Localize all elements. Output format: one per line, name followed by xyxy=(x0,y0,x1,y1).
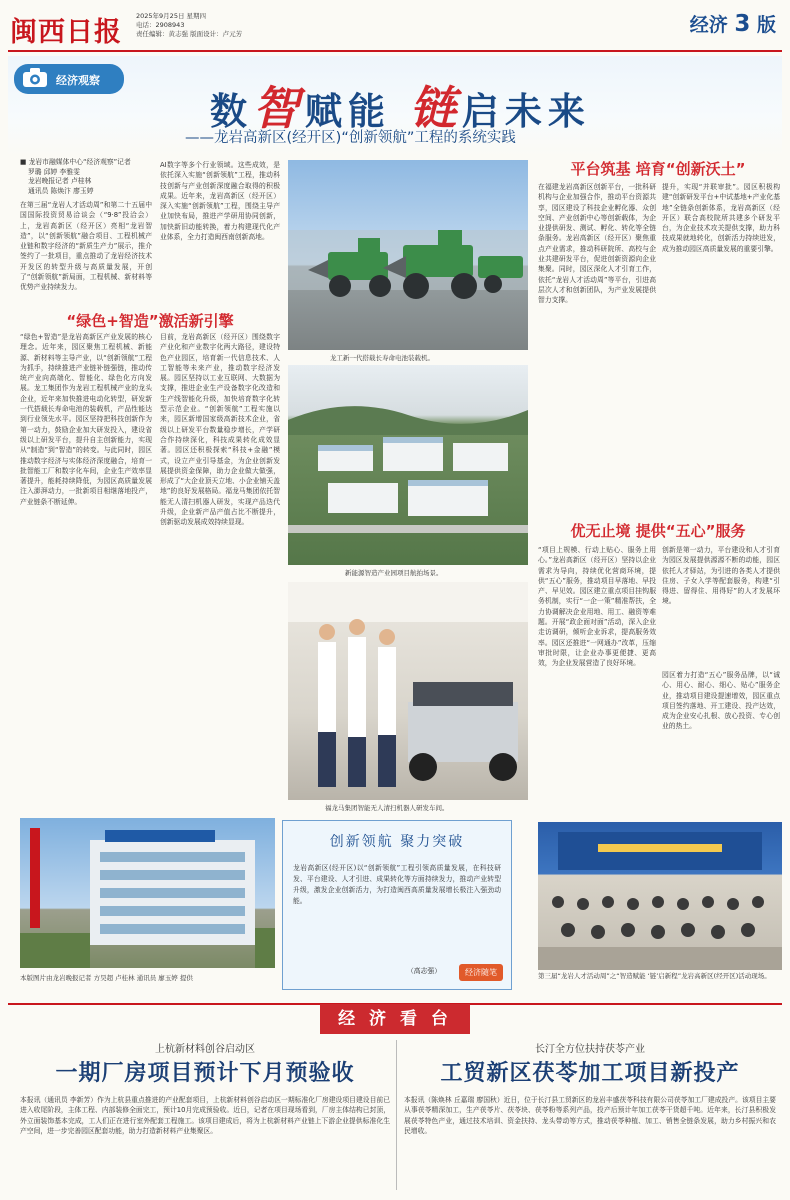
byline-line: 罗璐 邱婷 李雅雯 xyxy=(28,167,80,176)
article-text-col3b: “项目上规模、行动上贴心、服务上用心。”龙岩高新区（经开区）坚持以企业需求为导向，持续优化营商环境，提供“五心”服务，推动项目早落地、早投产、早见效。园区建立重点项目挂钩服务机制，实行“一企一策”精准帮扶，全力协调解决企业用地、用工、融资等难题。开展“政企面对面”活动，深入企业走访调研，倾听企业诉求，提高服务效率。园区还推进“一网通办”改革，压缩审批时限，让企业办事更便捷、更高效，为企业发展营造了良好环境。 xyxy=(538,546,656,668)
bottom-left-body: 本报讯（通讯员 李新芳）作为上杭县重点推进的产业配套项目，上杭新材料创谷启动区一期标准化厂房建设项目建设目前已进入收尾阶段，主体工程、内部装修全面完工，预计10月完成预验收。近日，记者在项目现场看到，厂房主体结构已封顶，外立面装饰基本完成，工人们正在进行室外配套工程施工。该项目建成后，将为上杭新材料产业链上下游企业提供标准化生产空间，进一步完善园区配套功能，助力打造新材料产业集聚区。 xyxy=(20,1096,390,1135)
section-name: 经济 xyxy=(689,14,728,36)
title-mid: 赋能 xyxy=(305,90,391,133)
title-pre: 数 xyxy=(210,90,253,133)
bottom-right-kicker: 长汀全方位扶持茯苓产业 xyxy=(535,1044,645,1055)
header-meta xyxy=(136,12,242,39)
band-title: 经 济 看 台 xyxy=(320,1004,470,1034)
section-heading-green-smart: “绿色+智造”激活新引擎 xyxy=(66,312,234,330)
byline-line: ■ 龙岩市融媒体中心“经济观察”记者 xyxy=(20,158,131,166)
page-number: 3 xyxy=(734,11,751,37)
sidebox-signature: （高志强） xyxy=(407,967,441,975)
caption-photo-left: 本版图片由龙岩晚报记者 方昊超 卢桂林 通讯员 廖玉婷 提供 xyxy=(20,974,193,982)
bottom-left-kicker: 上杭新材料创谷启动区 xyxy=(155,1044,255,1055)
article-text-col2a: AI数字等多个行业领域。这些成效，是依托深入实施“创新领航”工程，推动科技创新与产业创新深度融合取得的积极成果。近年来，龙岩高新区（经开区）深入实施“创新领航”工程，围绕主导产业加快布局，推进产学研用协同创新，加快新旧动能转换，着力构建现代化产业体系，全力打造闽西南创新高地。 xyxy=(160,161,280,242)
bottom-right-headline: 工贸新区茯苓加工项目新投产 xyxy=(440,1060,740,1086)
subtitle: ——龙岩高新区(经开区)“创新领航”工程的系统实践 xyxy=(185,130,516,146)
article-text-col3a: 在福建龙岩高新区创新平台，一批科研机构与企业加强合作，推动平台资源共享，园区建设了科技企业孵化器、众创空间、产业创新中心等创新载体，为企业提供研发、测试、孵化、转化等全链条服务。龙岩高新区（经开区）聚焦重点产业需求，推动科研院所、高校与企业共建研发平台，促进创新资源向企业集聚。同时，园区深化人才引育工作，依托“龙岩人才活动周”等平台，引进高层次人才和创新团队，为产业发展提供智力支撑。 xyxy=(538,183,656,305)
byline-line: 龙岩晚报记者 卢桂林 xyxy=(28,177,92,185)
article-text-col1b: “绿色+智造”是龙岩高新区产业发展的核心理念。近年来，园区聚焦工程机械、新能源、新材料等主导产业，以“创新领航”工程为抓手，持续推进产业链补链强链，推动传统产业向高端化、智能化、绿色化方向发展。龙工集团作为龙岩工程机械产业的龙头企业，近年来加快推进电动化转型，研发新一代搭载长寿命电池的装载机，产品性能达到行业领先水平。园区坚持把科技创新作为第一动力，鼓励企业加大研发投入，建设省级以上研发平台，提升自主创新能力，实现从“制造”到“智造”的转变。与此同时，园区推动数字经济与实体经济深度融合，培育一批智能工厂和数字化车间，企业生产效率显著提升，能耗持续降低，为园区高质量发展注入澎湃动力，一批新项目相继落地投产，产业链条不断延伸。 xyxy=(20,333,152,506)
photo-lab xyxy=(288,582,528,800)
article-text-col1a: 在第三届“龙岩人才活动周”和第二十五届中国国际投资贸易洽谈会（“9·8”投洽会）上，龙岩高新区（经开区）亮相“龙岩智造”，以“创新领航”融合项目、工程机械产业链和数字经济的“新质生产力”展示，推介签约了一批项目，重点推动了龙岩经济技术开发区的转型升级与高质量发展，开创了“创新领航”新局面，工程机械、新材料等优势产业持续发力。 xyxy=(20,201,152,292)
caption-photo1: 龙工新一代搭载长寿命电池装载机。 xyxy=(330,354,434,362)
photo-loader xyxy=(288,160,528,350)
photo-event xyxy=(538,822,782,970)
phone-line: 电话：2908943 xyxy=(136,21,185,29)
title-big1: 智 xyxy=(253,81,305,135)
article-text-col2b: 目前，龙岩高新区（经开区）围绕数字产业化和产业数字化两大路径，建设特色产业园区，培育新一代信息技术、人工智能等未来产业，推动数字经济发展。园区坚持以工业互联网、大数据为支撑，推进企业生产设备数字化改造和生产线智能化升级，加快培育数字化转型示范企业。“创新领航”工程实施以来，园区新增国家级高新技术企业，省级以上研发平台数量稳步增长，产学研合作持续深化，科技成果转化成效显著。园区还积极探索“科技+金融”模式，设立产业引导基金，为企业创新发展提供资金保障，助力企业做大做强，形成了“大企业顶天立地、小企业铺天盖地”的良好发展格局。福龙马集团依托智能无人清扫机器人研发，实现产品迭代升级，企业新产品产值占比不断提升，创新驱动发展成效持续显现。 xyxy=(160,333,280,527)
sidebar-box xyxy=(282,820,512,990)
bottom-left-headline: 一期厂房项目预计下月预验收 xyxy=(55,1060,355,1086)
date-line: 2025年9月25日 星期四 xyxy=(136,12,207,20)
page-suffix: 版 xyxy=(756,14,776,36)
title-post: 启未来 xyxy=(461,90,591,133)
sidebox-body: 龙岩高新区(经开区)以“创新领航”工程引领高质量发展，在科技研发、平台建设、人才引进、成果转化等方面持续发力，推动产业转型升级，激发企业创新活力，为打造闽西高质量发展增长极注入强劲动能。 xyxy=(293,864,501,905)
page-section-label xyxy=(690,10,776,37)
column-badge: 经济观察 xyxy=(14,64,124,94)
byline-line: 通讯员 陈焕汴 廖玉婷 xyxy=(28,186,94,195)
sidebox-stamp: 经济随笔 xyxy=(459,964,503,981)
section-heading-service: 优无止境 提供“五心”服务 xyxy=(570,522,746,540)
header-rule xyxy=(8,50,782,52)
vertical-sign xyxy=(30,828,40,928)
article-text-col4c: 园区着力打造“五心”服务品牌，以“诚心、用心、耐心、细心、贴心”服务企业，推动项目建设提速增效，园区重点项目签约落地、开工建设、投产达效，成为企业安心扎根、放心投资、专心创业的热土。 xyxy=(662,671,780,731)
title-big2: 链 xyxy=(409,81,462,135)
editor-line: 责任编辑：黄志强 版面设计：卢元芳 xyxy=(136,30,243,38)
masthead-logo: 闽西日报 xyxy=(10,17,122,48)
bottom-divider xyxy=(396,1040,397,1190)
photo-building xyxy=(20,818,275,968)
caption-photo4: 第三届“龙岩人才活动周”之“智造赋能 ‘链’启新程”龙岩高新区(经开区)活动现场。 xyxy=(538,972,771,980)
caption-photo3: 福龙马集团智能无人清扫机器人研发车间。 xyxy=(325,804,449,812)
article-text-col4a: 提升，实现“并联审批”。园区积极构建“创新研发平台+中试基地+产业化基地”全链条创新体系，龙岩高新区（经开区）联合高校院所共建多个研发平台，为企业技术攻关提供支撑，助力科技成果就地转化，创新活力持续迸发，成为推动园区高质量发展的重要引擎。 xyxy=(662,183,780,253)
photo-aerial xyxy=(288,365,528,565)
article-text-col4b: 创新是第一动力，平台建设和人才引育为园区发展提供源源不断的动能，园区依托人才驿站，为引进的各类人才提供住房、子女入学等配套服务，构建“引得进、留得住、用得好”的人才发展环境。 xyxy=(662,546,780,606)
caption-photo2: 新能源智造产业园项目航拍场景。 xyxy=(345,569,443,577)
bottom-right-body: 本报讯（陈焕林 丘嘉瑞 廖国秋）近日，位于长汀县工贸新区的龙岩丰盛茯苓科技有限公司茯苓加工厂建成投产。该项目主要从事茯苓精深加工，生产茯苓片、茯苓块、茯苓粉等系列产品，投产后预计年加工茯苓干货超千吨。近年来，长汀县积极发展茯苓特色产业，通过技术培训、资金扶持、龙头带动等方式，推动茯苓种植、加工、销售全链条发展，助力乡村振兴和农民增收。 xyxy=(404,1096,776,1135)
byline xyxy=(20,158,155,196)
camera-icon xyxy=(22,66,48,93)
sidebox-title: 创新领航 聚力突破 xyxy=(329,834,465,850)
section-heading-platform: 平台筑基 培育“创新沃土” xyxy=(570,160,746,178)
